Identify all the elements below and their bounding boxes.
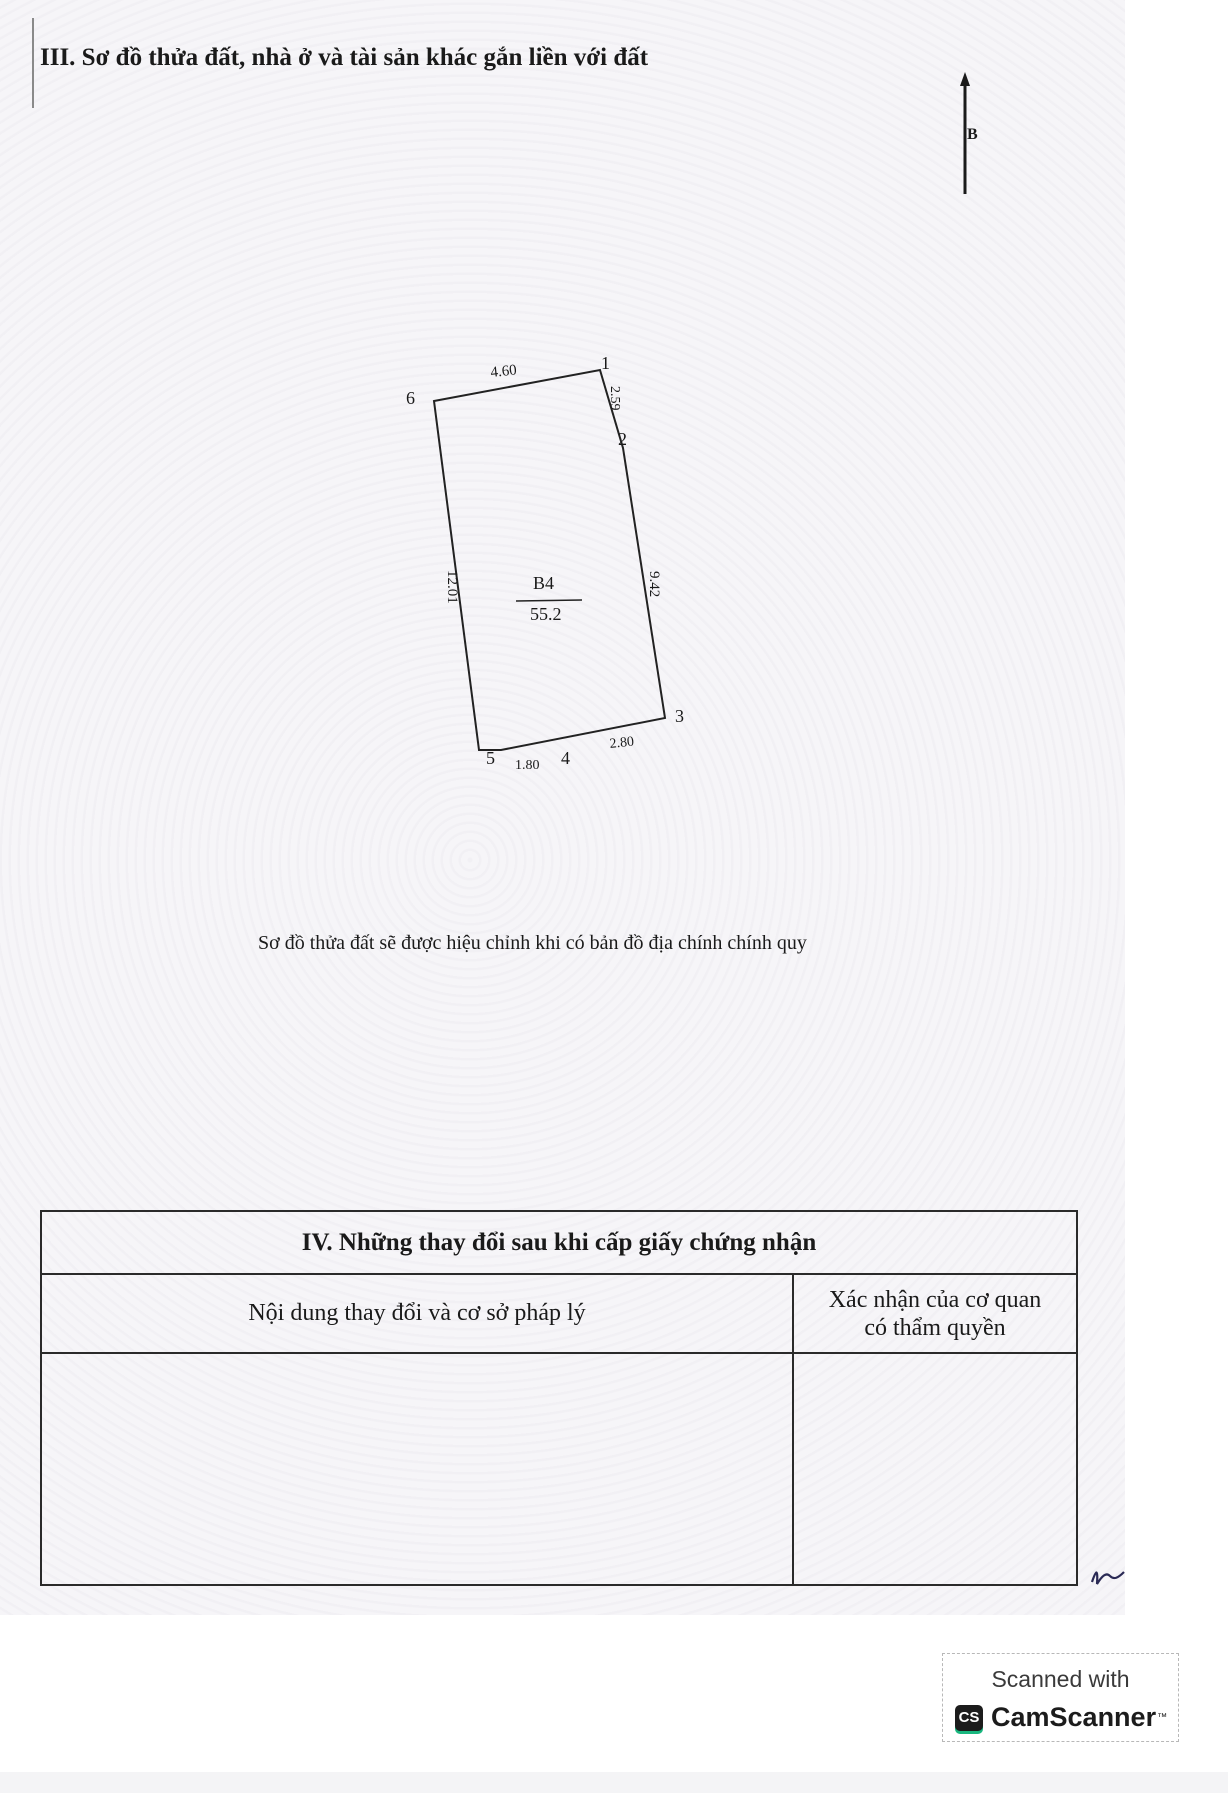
vertex-label-1: 1 <box>601 353 610 373</box>
plot-note: Sơ đồ thửa đất sẽ được hiệu chỉnh khi có bản đồ địa chính chính quy <box>258 932 807 954</box>
land-plot-diagram <box>0 0 1125 800</box>
section-iv-title: IV. Những thay đổi sau khi cấp giấy chứng nhận <box>42 1212 1076 1275</box>
edge-length-2-3: 9.42 <box>646 571 662 598</box>
parcel-area: 55.2 <box>530 604 562 624</box>
trademark-symbol: ™ <box>1157 1712 1168 1723</box>
handwritten-mark <box>1088 1562 1128 1592</box>
edge-length-1-2: 2.59 <box>607 386 622 411</box>
scanner-watermark-brand-row <box>955 1702 1167 1733</box>
scanner-watermark-line1: Scanned with <box>991 1666 1130 1692</box>
parcel-id: B4 <box>533 573 555 593</box>
edge-length-4-5: 1.80 <box>515 758 540 773</box>
north-arrow-letter: B <box>967 126 978 143</box>
edge-length-3-4: 2.80 <box>608 734 635 752</box>
changes-table <box>40 1210 1078 1586</box>
section-iii-heading: III. Sơ đồ thửa đất, nhà ở và tài sản khác gắn liền với đất <box>40 44 649 71</box>
page-background-right <box>1125 0 1228 1615</box>
vertex-label-6: 6 <box>406 388 415 408</box>
column-header-confirmation <box>794 1275 1076 1354</box>
camscanner-logo-icon: CS <box>955 1705 983 1731</box>
column-header-content: Nội dung thay đổi và cơ sở pháp lý <box>42 1275 794 1354</box>
column-header-confirmation-line2: có thẩm quyền <box>864 1314 1006 1341</box>
bottom-band <box>0 1772 1228 1793</box>
parcel-fraction-line <box>516 600 582 601</box>
vertex-label-4: 4 <box>561 748 570 768</box>
scanner-watermark-brand: CamScanner <box>991 1702 1157 1732</box>
content-cell <box>42 1354 794 1584</box>
scanner-watermark <box>942 1653 1179 1742</box>
confirmation-cell <box>794 1354 1076 1584</box>
vertex-label-3: 3 <box>675 706 684 726</box>
plot-boundary <box>434 370 665 750</box>
edge-length-6-1: 4.60 <box>489 362 518 381</box>
vertex-label-5: 5 <box>486 748 495 768</box>
edge-length-5-6: 12.01 <box>444 570 460 604</box>
column-header-confirmation-line1: Xác nhận của cơ quan <box>828 1286 1042 1313</box>
vertex-label-2: 2 <box>618 429 627 449</box>
